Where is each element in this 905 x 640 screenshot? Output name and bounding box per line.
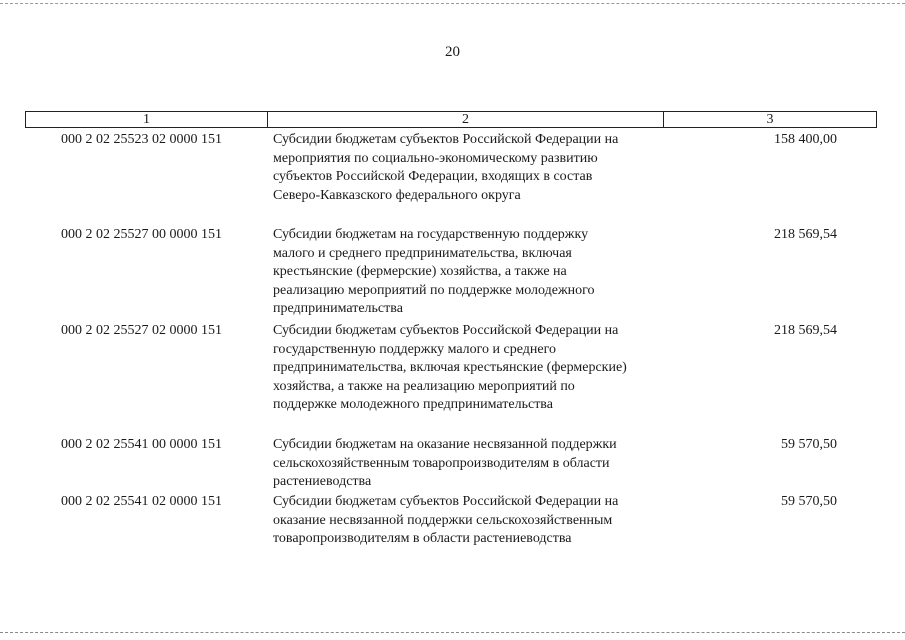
description [273, 493, 665, 549]
description-line: оказание несвязанной поддержки сельскохозяйственным [273, 512, 613, 528]
budget-code: 000 2 02 25523 02 0000 151 [61, 132, 222, 147]
column-header-1: 1 [26, 112, 268, 127]
column-header-2: 2 [268, 112, 664, 127]
description-line: Субсидии бюджетам субъектов Российской Федерации на [273, 494, 619, 509]
description-line: Субсидии бюджетам субъектов Российской Федерации на [273, 132, 619, 147]
description-line: хозяйства, а также на реализацию мероприятий по [273, 378, 575, 394]
description-line: растениеводства [273, 474, 372, 489]
description-line: малого и среднего предпринимательства, включая [273, 245, 572, 261]
description-line: сельскохозяйственным товаропроизводителям в области [273, 455, 610, 471]
description-line: крестьянские (фермерские) хозяйства, а также на [273, 264, 567, 279]
amount: 59 570,50 [781, 494, 837, 509]
description-line: товаропроизводителям в области растениеводства [273, 531, 572, 546]
column-header-3: 3 [766, 112, 774, 127]
scan-edge-top [0, 3, 905, 4]
budget-code: 000 2 02 25541 00 0000 151 [61, 437, 222, 452]
description [273, 226, 665, 319]
budget-code: 000 2 02 25527 00 0000 151 [61, 227, 222, 242]
description-line: предпринимательства [273, 301, 403, 316]
description-line: Субсидии бюджетам на оказание несвязанной поддержки [273, 437, 617, 452]
description-line: поддержке молодежного предпринимательства [273, 397, 553, 412]
table-header [25, 111, 877, 128]
description-line: субъектов Российской Федерации, входящих в состав [273, 169, 593, 184]
page-number: 20 [445, 44, 460, 60]
description-line: мероприятия по социально-экономическому развитию [273, 150, 598, 166]
description-line: Северо-Кавказского федерального округа [273, 187, 521, 203]
amount: 218 569,54 [774, 227, 837, 242]
description-line: Субсидии бюджетам на государственную поддержку [273, 227, 589, 242]
description-line: Субсидии бюджетам субъектов Российской Федерации на [273, 323, 619, 338]
description [273, 322, 665, 415]
scan-edge-bottom [0, 632, 905, 633]
amount: 59 570,50 [781, 437, 837, 452]
description-line: реализацию мероприятий по поддержке молодежного [273, 282, 595, 298]
description [273, 436, 665, 492]
budget-code: 000 2 02 25527 02 0000 151 [61, 323, 222, 338]
description-line: предпринимательства, включая крестьянские (фермерские) [273, 360, 627, 375]
budget-code: 000 2 02 25541 02 0000 151 [61, 494, 222, 509]
description [273, 131, 665, 205]
amount: 158 400,00 [774, 132, 837, 147]
budget-table [25, 111, 877, 546]
amount: 218 569,54 [774, 323, 837, 338]
description-line: государственную поддержку малого и среднего [273, 341, 557, 357]
